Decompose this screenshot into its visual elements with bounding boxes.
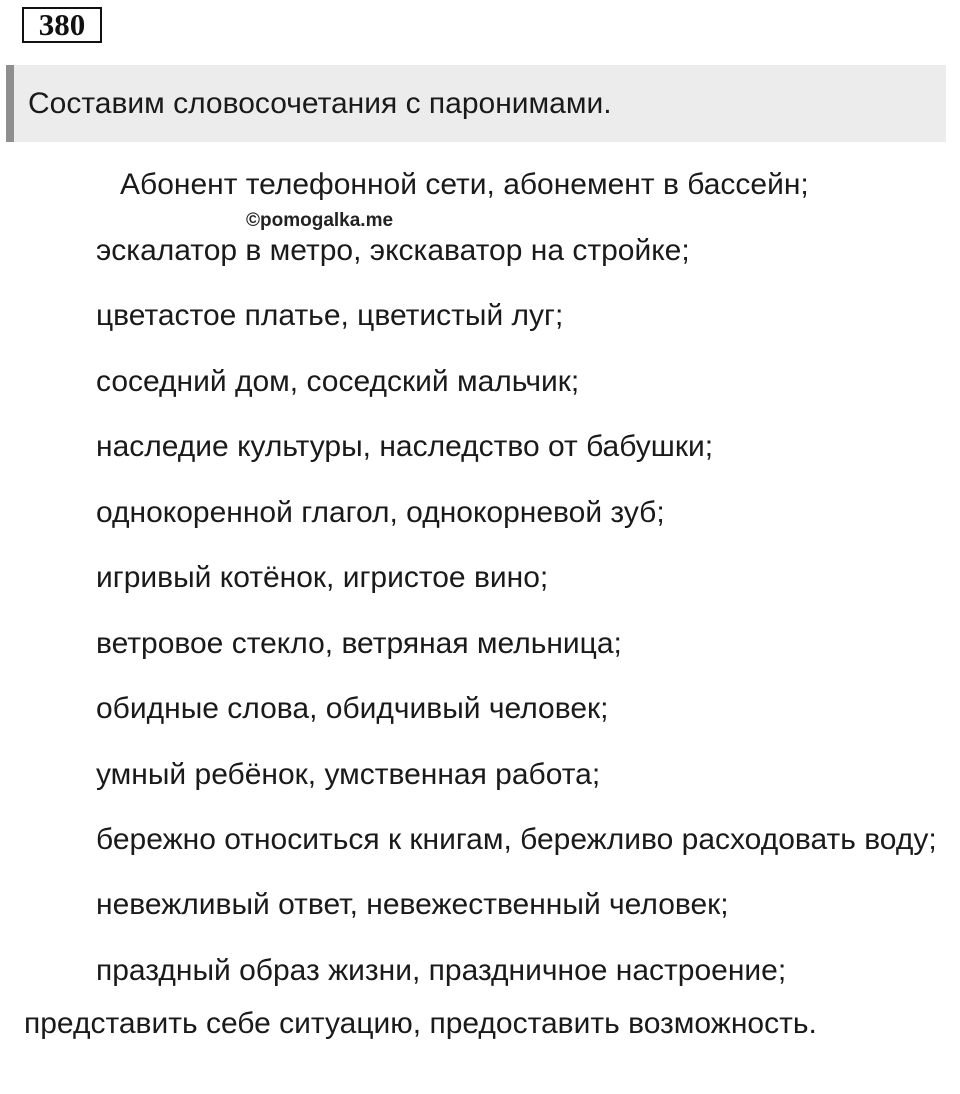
phrase-line: представить себе ситуацию, предоставить возможность. [24, 1006, 817, 1040]
phrase-line: праздный образ жизни, праздничное настроение; [96, 953, 787, 987]
phrase-line: наследие культуры, наследство от бабушки; [96, 430, 714, 463]
watermark: ©pomogalka.me [246, 210, 394, 231]
answer-text [24, 152, 954, 1050]
phrase-line: бережно относиться к книгам, бережливо расходовать воду; [96, 823, 937, 856]
task-heading: Составим словосочетания с паронимами. [6, 65, 946, 142]
phrase-line: невежливый ответ, невежественный человек; [96, 888, 729, 921]
phrase-line: соседний дом, соседский мальчик; [96, 364, 580, 398]
phrase-line: эскалатор в метро, экскаватор на стройке; [96, 233, 690, 267]
phrase-line: однокоренной глагол, однокорневой зуб; [96, 495, 665, 529]
phrase-line: игривый котёнок, игристое вино; [96, 561, 549, 594]
phrase-line: ветровое стекло, ветряная мельница; [96, 626, 622, 660]
phrase-line: цветастое платье, цветистый луг; [96, 299, 564, 332]
phrase-line: Абонент телефонной сети, абонемент в бассейн; [120, 168, 809, 201]
phrase-line: умный ребёнок, умственная работа; [96, 757, 601, 791]
task-number-badge: 380 [22, 7, 102, 43]
phrase-line: обидные слова, обидчивый человек; [96, 692, 609, 725]
